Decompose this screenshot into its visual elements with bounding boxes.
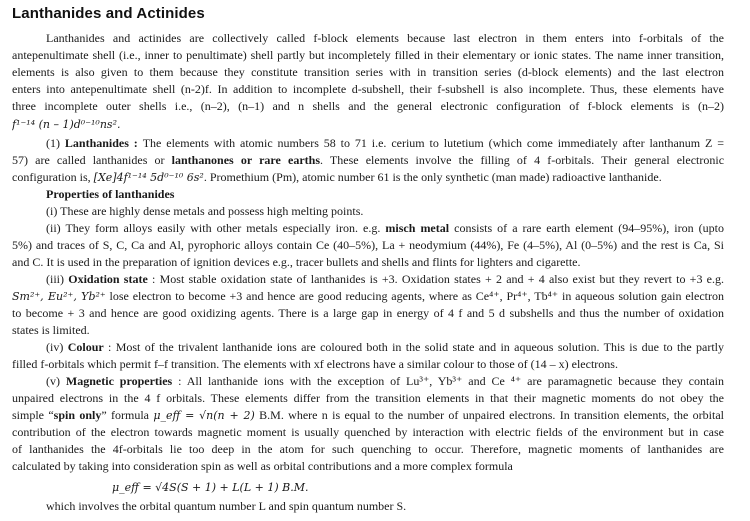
property-2-line-3: and C. It is used in the preparation of ignition devices e.g., tracer bullets and shells and flints for lighters and cigarette. (12, 255, 581, 269)
intro-line-1: Lanthanides and actinides are collectively called f-block elements because last electron in them enters into f-orbitals of the (46, 31, 724, 45)
property-4-line-2: filled f-orbitals which permit f–f transition. The elements with xf electrons have a similar colour to those of (14 – x) electrons. (12, 357, 618, 371)
properties-heading: Properties of lanthanides (46, 187, 175, 201)
complex-formula-line (12, 478, 724, 496)
closing-line: which involves the orbital quantum number L and spin quantum number S. (46, 499, 407, 513)
property-3-line-3: to become + 3 and hence are good oxidizing agents. There is a large gap in energy of 4 f and 5 d subshells and thus the number of oxidation (12, 306, 724, 320)
page-title: Lanthanides and Actinides (12, 5, 205, 22)
ions-formula: Sm²⁺, Eu²⁺, Yb²⁺ (12, 290, 106, 303)
property-5-line-6: calculated by taking into consideration spin as well as orbital contributions and a more complex formula (12, 459, 513, 473)
property-5-line-2: unpaired electrons in the 4 f orbitals. These elements differ from the transition elements in that their magnetic moments do not obey the (12, 391, 724, 405)
lanthanides-line-2: 57) are called lanthanides or lanthanones or rare earths. These elements involve the filling of 4 f-orbitals. Their general electronic (12, 153, 724, 167)
property-5-line-3: simple “spin only” formula μ_eff = √n(n + 2) B.M. where n is equal to the number of unpaired electrons. In transition elements, the orbital (12, 408, 724, 422)
spin-only-term: spin only (53, 408, 102, 422)
intro-line-5: three incomplete outer shells i.e., (n–2), (n–1) and n shells and the general electronic configuration of f-block elements is (n–2) (12, 99, 724, 113)
oxidation-state-term: Oxidation state (68, 272, 148, 286)
intro-line-2: antepenultimate shell (i.e., inner to penultimate) shell partly but incompletely filled in their elementary or ionic states. The name inner transition, (12, 48, 724, 62)
property-3-line-1: (iii) Oxidation state : Most stable oxidation state of lanthanides is +3. Oxidation states + 2 and + 4 also exist but they revert to +3 e.g. (46, 272, 724, 286)
property-2-line-1: (ii) They form alloys easily with other metals especially iron. e.g. misch metal consists of a rare earth element (94–95%), iron (upto (46, 221, 724, 235)
intro-line-4: enters into antepenultimate shell (n-2)f. In addition to incomplete d-subshell, their f-subshell is also incomplete. Thus, these elements have (12, 82, 724, 96)
property-5-line-1: (v) Magnetic properties : All lanthanide ions with the exception of Lu³⁺, Yb³⁺ and Ce ⁴⁺ are paramagnetic because they contain (46, 374, 724, 388)
lanthanides-term: Lanthanides : (64, 136, 143, 150)
colour-term: Colour (67, 340, 104, 354)
spin-only-formula: μ_eff = √n(n + 2) (153, 409, 255, 422)
property-5-line-4: contribution of the electron towards magnetic moment is usually quenched by interaction with electric fields of the environment but in case (12, 425, 724, 439)
complex-magnetic-moment-formula: μ_eff = √4S(S + 1) + L(L + 1) B.M. (112, 481, 309, 494)
misch-metal-term: misch metal (385, 221, 450, 235)
property-2-line-2: 5%) and traces of S, C, Ca and Al, pyrophoric alloys contain Ce (40–5%), La + neodymium (44%), Fe (4–5%), Al (0–5%) and the rest is Ca, Si (12, 238, 724, 252)
general-configuration-formula: f¹⁻¹⁴ (n – 1)d⁰⁻¹⁰ns². (12, 118, 121, 131)
lanthanide-configuration-formula: [Xe]4f¹⁻¹⁴ 5d⁰⁻¹⁰ 6s² (93, 171, 204, 184)
property-3-line-4: states is limited. (12, 323, 90, 337)
rare-earths-term: lanthanones or rare earths (171, 153, 320, 167)
property-1: (i) These are highly dense metals and possess high melting points. (46, 204, 364, 218)
property-4-line-1: (iv) Colour : Most of the trivalent lanthanide ions are coloured both in the solid state and in aqueous solution. This is due to the partly (46, 340, 724, 354)
lanthanides-line-3: configuration is, [Xe]4f¹⁻¹⁴ 5d⁰⁻¹⁰ 6s². Promethium (Pm), atomic number 61 is the only synthetic (man made) radioactive lanthanide. (12, 170, 662, 184)
property-3-line-2: Sm²⁺, Eu²⁺, Yb²⁺ lose electron to become +3 and hence are good reducing agents, where as Ce⁴⁺, Pr⁴⁺, Tb⁴⁺ in aqueous solution gain electron (12, 289, 724, 303)
magnetic-properties-term: Magnetic properties (65, 374, 173, 388)
lanthanides-line-1: (1) Lanthanides : The elements with atomic numbers 58 to 71 i.e. cerium to lutetium (which come immediately after lanthanum Z = (46, 136, 724, 150)
property-5-line-5: of lanthanides the 4f-orbitals lie too deep in the atom for such quenching to occur. Therefore, magnetic moments of lanthanides are (12, 442, 724, 456)
intro-line-3: elements is also given to them because they constitute transition series with in transition series (d-block elements) and the last electron (12, 65, 724, 79)
intro-formula-line (12, 116, 724, 133)
